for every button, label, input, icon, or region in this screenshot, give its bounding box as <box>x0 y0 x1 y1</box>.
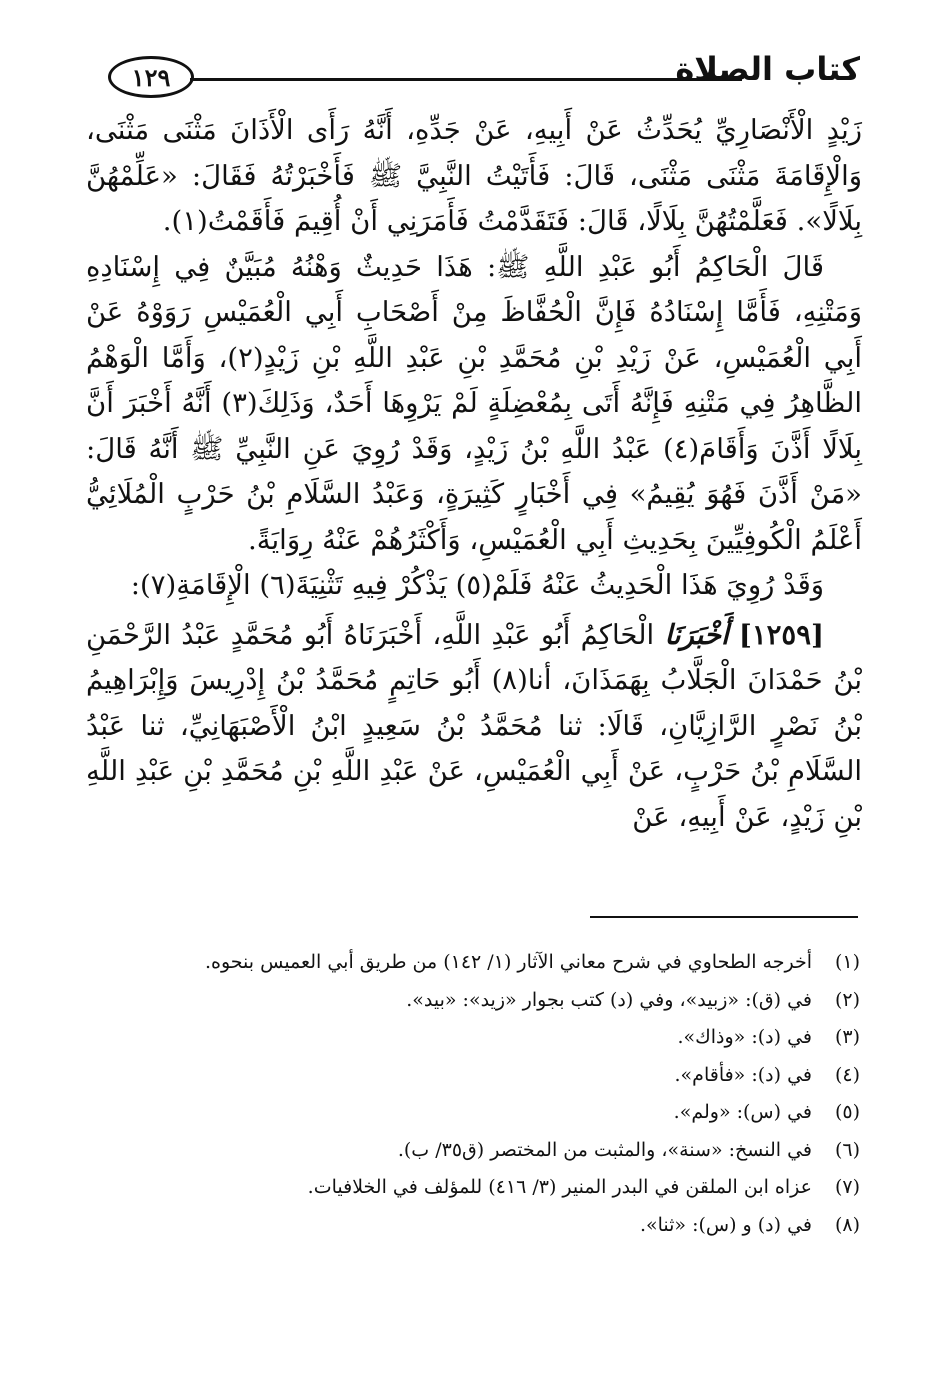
narration-lead: أَخْبَرَنَا <box>664 618 729 651</box>
paragraph-1: زَيْدٍ الْأَنْصَارِيِّ يُحَدِّثُ عَنْ أَبِيهِ، عَنْ جَدِّهِ، أَنَّهُ رَأَى الْأَذَانَ مَثْنَى مَثْنَى، وَالْإِقَامَةَ مَثْنَى مَثْنَى، قَالَ: فَأَتَيْتُ النَّبِيَّ ﷺ فَأَخْبَرْتُهُ فَقَالَ: «عَلِّمْهُنَّ بِلَالًا». فَعَلَّمْتُهُنَّ بِلَالًا، قَالَ: فَتَقَدَّمْتُ فَأَمَرَنِي أَنْ أُقِيمَ فَأَقَمْتُ(١). <box>86 114 862 237</box>
footnote-text: في (س): «ولم». <box>673 1101 812 1123</box>
hadith-1259 <box>86 613 862 841</box>
footnote-item <box>90 1057 860 1095</box>
hadith-number: [١٢٥٩] <box>738 618 824 651</box>
footnote-number: (٣) <box>834 1026 860 1048</box>
paragraph-2: قَالَ الْحَاكِمُ أَبُو عَبْدِ اللَّهِ ﷺ: هَذَا حَدِيثٌ وَهْنُهُ مُبَيَّنٌ فِي إِسْنَادِهِ وَمَتْنِهِ، فَأَمَّا إِسْنَادُهُ فَإِنَّ الْحُفَّاظَ مِنْ أَصْحَابِ أَبِي الْعُمَيْسِ رَوَوْهُ عَنْ أَبِي الْعُمَيْسِ، عَنْ زَيْدِ بْنِ مُحَمَّدِ بْنِ عَبْدِ اللَّهِ بْنِ زَيْدٍ(٢)، وَأَمَّا الْوَهْمُ الظَّاهِرُ فِي مَتْنِهِ فَإِنَّهُ أَتَى بِمُعْضِلَةٍ لَمْ يَرْوِهَا أَحَدٌ، وَذَلِكَ(٣) أَنَّهُ أَخْبَرَ أَنَّ بِلَالًا أَذَّنَ وَأَقَامَ(٤) عَبْدُ اللَّهِ بْنُ زَيْدٍ، وَقَدْ رُوِيَ عَنِ النَّبِيِّ ﷺ أَنَّهُ قَالَ: «مَنْ أَذَّنَ فَهُوَ يُقِيمُ» فِي أَخْبَارٍ كَثِيرَةٍ، وَعَبْدُ السَّلَامِ بْنُ حَرْبٍ الْمُلَائِيُّ أَعْلَمُ الْكُوفِيِّينَ بِحَدِيثِ أَبِي الْعُمَيْسِ، وَأَكْثَرُهُمْ عَنْهُ رِوَايَةً. <box>86 250 862 556</box>
footnote-item <box>90 1094 860 1132</box>
footnote-item <box>90 1169 860 1207</box>
footnote-separator <box>590 916 858 918</box>
page-header <box>108 50 860 108</box>
footnote-number: (٦) <box>834 1138 860 1161</box>
main-text <box>86 108 862 840</box>
footnote-item <box>90 982 860 1020</box>
footnote-item <box>90 1207 860 1245</box>
footnote-text: في (د): «وذاك». <box>677 1026 812 1048</box>
page-number: ١٢٩ <box>108 56 194 98</box>
footnote-number: (٤) <box>834 1063 860 1086</box>
footnote-text: في (د) و (س): «ثنا». <box>639 1213 812 1236</box>
footnote-number: (١) <box>834 951 860 973</box>
footnote-text: في (د): «فأقام». <box>674 1063 812 1086</box>
header-rule <box>190 78 742 81</box>
footnote-number: (٢) <box>834 988 860 1011</box>
paragraph-3: وَقَدْ رُوِيَ هَذَا الْحَدِيثُ عَنْهُ فَلَمْ(٥) يَذْكُرْ فِيهِ تَثْنِيَةَ(٦) الْإِقَامَةِ(٧): <box>130 569 824 601</box>
footnote-text: في النسخ: «سنة»، والمثبت من المختصر (ق٣٥/ ب). <box>397 1138 812 1161</box>
footnote-item <box>90 1019 860 1057</box>
footnote-number: (٧) <box>834 1176 860 1198</box>
footnote-number: (٨) <box>834 1213 860 1236</box>
footnotes <box>90 944 860 1244</box>
footnote-number: (٥) <box>834 1101 860 1123</box>
footnote-text: عزاه ابن الملقن في البدر المنير (٣/ ٤١٦) للمؤلف في الخلافيات. <box>307 1176 812 1198</box>
chapter-title: كتاب الصلاة <box>675 50 860 88</box>
hadith-text: الْحَاكِمُ أَبُو عَبْدِ اللَّهِ، أَخْبَرَنَاهُ أَبُو مُحَمَّدٍ عَبْدُ الرَّحْمَنِ بْنُ حَمْدَانَ الْجَلَّابُ بِهَمَذَانَ، أنا(٨) أَبُو حَاتِمٍ مُحَمَّدُ بْنُ إِدْرِيسَ وَإِبْرَاهِيمُ بْنُ نَصْرٍ الرَّازِيَّانِ، قَالَا: ثنا مُحَمَّدُ بْنُ سَعِيدٍ ابْنُ الْأَصْبَهَانِيِّ، ثنا عَبْدُ السَّلَامِ بْنُ حَرْبٍ، عَنْ أَبِي الْعُمَيْسِ، عَنْ عَبْدِ اللَّهِ بْنِ مُحَمَّدِ بْنِ عَبْدِ اللَّهِ بْنِ زَيْدٍ، عَنْ أَبِيهِ، عَنْ <box>86 618 862 833</box>
footnote-item <box>90 1132 860 1170</box>
footnote-item <box>90 944 860 982</box>
footnote-text: أخرجه الطحاوي في شرح معاني الآثار (١/ ١٤٢) من طريق أبي العميس بنحوه. <box>204 951 812 973</box>
footnote-text: في (ق): «زبيد»، وفي (د) كتب بجوار «زيد»: «بيد». <box>406 988 812 1011</box>
